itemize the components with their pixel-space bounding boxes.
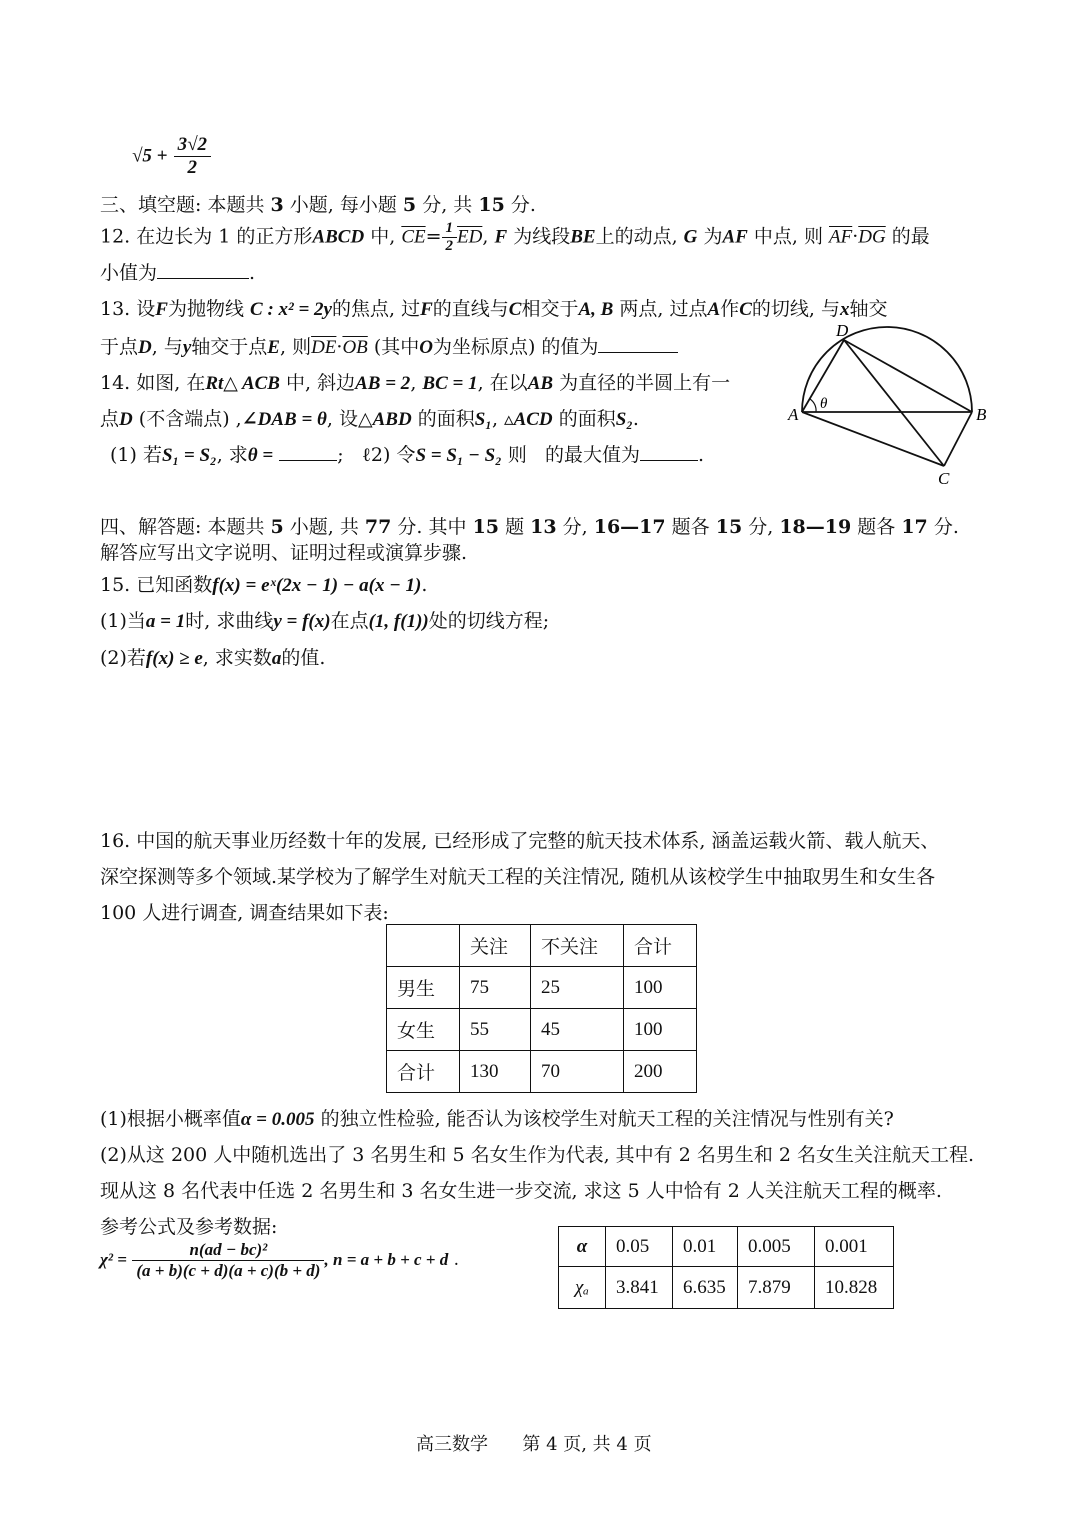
- table-row: χₐ 3.841 6.635 7.879 10.828: [559, 1267, 894, 1309]
- question-13: 13. 设F为抛物线 C : x² = 2y的焦点, 过F的直线与C相交于A, B 两点, 过点A作C的切线, 与x轴交: [100, 298, 888, 320]
- question-16-part1: (1)根据小概率值α = 0.005 的独立性检验, 能否认为该校学生对航天工程的关注情况与性别有关?: [100, 1108, 894, 1130]
- table-row: 合计 130 70 200: [387, 1051, 697, 1093]
- label-d: D: [836, 321, 849, 340]
- survey-table: [386, 924, 697, 1093]
- question-16-part2: (2)从这 200 人中随机选出了 3 名男生和 5 名女生作为代表, 其中有 2 名男生和 2 名女生关注航天工程.: [100, 1144, 975, 1166]
- semicircle-figure: [780, 320, 1000, 490]
- answer-blank: [157, 262, 249, 279]
- table-header-row: 关注 不关注 合计: [387, 925, 697, 967]
- table-row: α 0.05 0.01 0.005 0.001: [559, 1227, 894, 1267]
- angle-arc: [810, 399, 816, 412]
- label-c: C: [938, 469, 950, 488]
- question-14-line2: 点D (不含端点) ,∠DAB = θ, 设△ABD 的面积S₁, ▵ACD 的面积S₂.: [100, 408, 639, 430]
- label-b: B: [976, 405, 987, 424]
- reference-heading: 参考公式及参考数据:: [100, 1216, 278, 1238]
- question-16-line2: 深空探测等多个领域.某学校为了解学生对航天工程的关注情况, 随机从该校学生中抽取男生和女生各: [100, 866, 936, 888]
- section-4-heading: 四、解答题: 本题共 5 小题, 共 77 分. 其中 15 题 13 分, 16—17 题各 15 分, 18—19 题各 17 分.: [100, 516, 959, 538]
- segment-db: [844, 340, 972, 412]
- question-15-part1: (1)当a = 1时, 求曲线y = f(x)在点(1, f(1))处的切线方程;: [100, 610, 550, 632]
- label-theta: θ: [820, 396, 828, 412]
- label-a: A: [788, 405, 799, 424]
- question-13-line2: 于点D, 与y轴交于点E, 则$\overline{DE}\cdot\overline{OB}$ (其中O为坐标原点) 的值为: [100, 332, 678, 359]
- answer-blank: [640, 444, 698, 461]
- section-3-heading: 三、填空题: 本题共 3 小题, 每小题 5 分, 共 15 分.: [100, 194, 536, 216]
- table-row: 男生 75 25 100: [387, 967, 697, 1009]
- answer-blank: [598, 336, 678, 353]
- table-row: 女生 55 45 100: [387, 1009, 697, 1051]
- question-14-line3: (1) 若S₁ = S₂, 求θ = ; ℓ2) 令S = S₁ − S₂ 则 的最大值为 .: [110, 444, 705, 466]
- question-16-line3: 100 人进行调查, 调查结果如下表:: [100, 902, 389, 924]
- question-12: 12. 在边长为 1 的正方形ABCD 中, $\overline{CE}=$ $\frac{1}{2}$ $\overline{ED}$, F 为线段BE上的动点, G 为AF 中点, 则 $\overline{AF}\cdot\overline{DG}$ 的最: [100, 220, 930, 254]
- critical-value-table: [558, 1226, 894, 1309]
- question-14: 14. 如图, 在Rt△ ACB 中, 斜边AB = 2, BC = 1, 在以AB 为直径的半圆上有一: [100, 372, 731, 394]
- question-15-part2: (2)若f(x) ≥ e, 求实数a的值.: [100, 647, 326, 669]
- page-footer: 高三数学 第 4 页, 共 4 页: [416, 1434, 652, 1455]
- segment-bc: [944, 412, 972, 466]
- question-16-line1: 16. 中国的航天事业历经数十年的发展, 已经形成了完整的航天技术体系, 涵盖运载火箭、载人航天、: [100, 830, 940, 852]
- section-4-instructions: 解答应写出文字说明、证明过程或演算步骤.: [100, 542, 468, 564]
- answer-blank: [279, 444, 337, 461]
- fraction: $\frac{3√2}{2}$: [174, 134, 211, 179]
- question-12-line2: 小值为 .: [100, 262, 256, 284]
- question-16-part2-cont: 现从这 8 名代表中任选 2 名男生和 3 名女生进一步交流, 求这 5 人中恰有 2 人关注航天工程的概率.: [100, 1180, 942, 1202]
- question-15: 15. 已知函数f(x) = eˣ(2x − 1) − a(x − 1).: [100, 574, 428, 596]
- top-expression: √5 + $\frac{3√2}{2}$: [132, 134, 211, 179]
- chi-square-formula: χ² = $\frac{\text{n(ad − bc)²}}{(a + b)(c + d)(a + c)(b + d)}$ , n = a + b + c + d .: [100, 1240, 460, 1280]
